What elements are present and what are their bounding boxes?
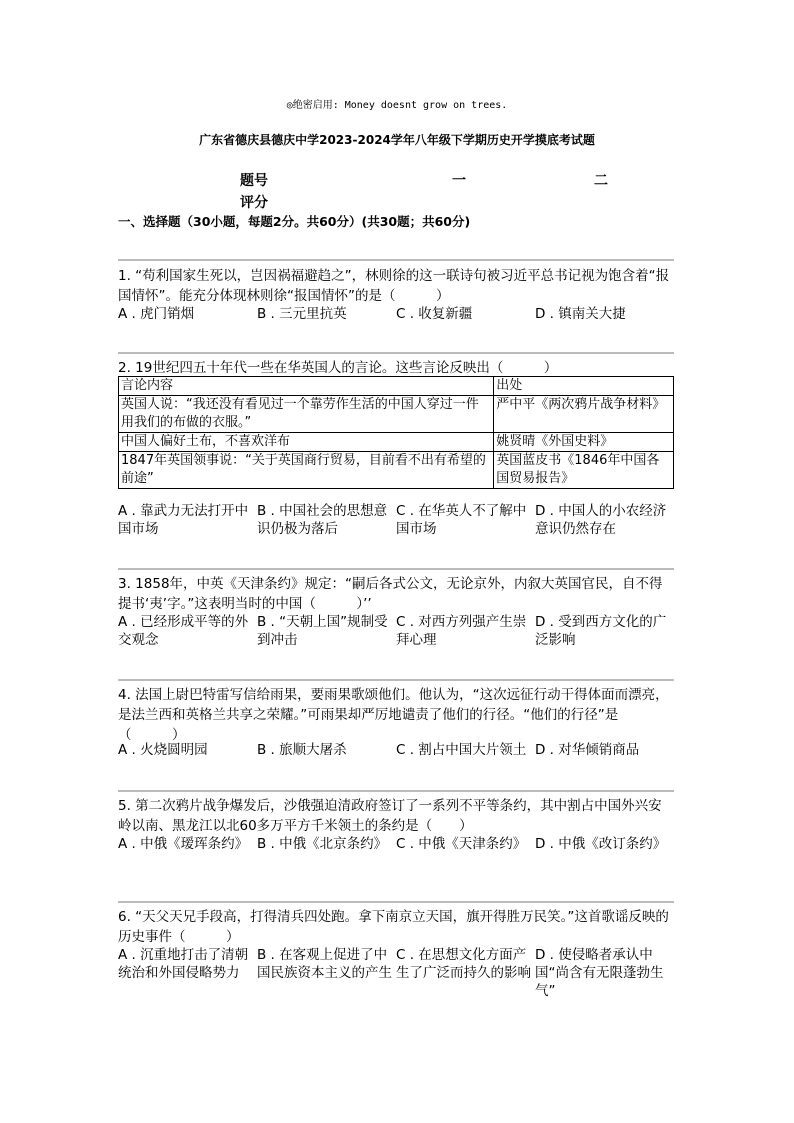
score-row-label-score: 评分 (240, 195, 268, 211)
question-5-options (118, 835, 674, 853)
option-b[interactable]: B . 旅顺大屠杀 (257, 742, 347, 758)
option-d[interactable]: D . 中俄《改订条约》 (535, 836, 667, 852)
table-cell: 1847年英国领事说：“关于英国商行贸易，目前看不出有希望的前途” (119, 452, 494, 489)
table-cell: 姚贤晴《外国史料》 (494, 433, 674, 452)
option-b[interactable]: B . “天朝上国”规制受到冲击 (257, 614, 388, 648)
divider (118, 568, 674, 570)
table-cell: 中国人偏好土布，不喜欢洋布 (119, 433, 494, 452)
option-d[interactable]: D . 镇南关大捷 (535, 306, 626, 322)
option-d[interactable]: D . 使侵略者承认中国“尚含有无限蓬勃生气” (535, 947, 664, 999)
option-c[interactable]: C . 收复新疆 (396, 306, 473, 322)
question-6-stem: 6. “天父天兄手段高，打得清兵四处跑。拿下南京立天国，旗开得胜万民笑。”这首歌谣反映的历史事件（ ） (118, 909, 669, 945)
question-5-stem: 5. 第二次鸦片战争爆发后，沙俄强迫清政府签订了一系列不平等条约，其中割占中国外兴安岭以南、黑龙江以北60多万平方千米领土的条约是（ ） (118, 798, 662, 834)
option-c[interactable]: C . 在华英人不了解中国市场 (396, 503, 527, 537)
option-b[interactable]: B . 三元里抗英 (257, 306, 347, 322)
option-d[interactable]: D . 对华倾销商品 (535, 742, 640, 758)
table-row (119, 377, 674, 396)
exam-title: 广东省德庆县德庆中学2023-2024学年八年级下学期历史开学摸底考试题 (199, 133, 595, 147)
table-cell: 严中平《两次鸦片战争材料》 (494, 396, 674, 433)
option-b[interactable]: B . 中国社会的思想意识仍极为落后 (257, 503, 388, 537)
divider (118, 679, 674, 681)
divider (118, 901, 674, 903)
question-3-options (118, 613, 674, 649)
option-a[interactable]: A . 中俄《瑷珲条约》 (118, 836, 249, 852)
table-row (119, 396, 674, 433)
table-cell: 英国人说：“我还没有看见过一个靠劳作生活的中国人穿过一件用我们的布做的衣服。” (119, 396, 494, 433)
score-col-2: 二 (594, 173, 608, 189)
option-c[interactable]: C . 对西方列强产生崇拜心理 (396, 614, 527, 648)
divider (118, 790, 674, 792)
option-c[interactable]: C . 中俄《天津条约》 (396, 836, 527, 852)
question-2-table (118, 376, 674, 489)
table-row (119, 452, 674, 489)
question-6-options (118, 946, 674, 1000)
question-4-stem: 4. 法国上尉巴特雷写信给雨果，要雨果歌颂他们。他认为，“这次远征行动干得体面而漂亮，是法兰西和英格兰共享之荣耀。”可雨果却严厉地谴责了他们的行径。“他们的行径”是（ ） (118, 687, 669, 743)
question-2-options (118, 502, 674, 538)
option-a[interactable]: A . 火烧圆明园 (118, 742, 208, 758)
question-4-options (118, 741, 674, 759)
question-3-stem: 3. 1858年，中英《天津条约》规定：“嗣后各式公文，无论京外，内叙大英国官民，自不得提书‘夷’字。”这表明当时的中国（ ）’’ (118, 576, 663, 612)
table-row (119, 433, 674, 452)
score-row-label-number: 题号 (240, 173, 268, 189)
question-1-options (118, 305, 674, 323)
section-heading: 一、选择题（30小题，每题2分。共60分）(共30题；共60分) (118, 214, 471, 229)
option-a[interactable]: A . 沉重地打击了清朝统治和外国侵略势力 (118, 947, 249, 981)
option-b[interactable]: B . 中俄《北京条约》 (257, 836, 388, 852)
table-cell: 英国蓝皮书《1846年中国各国贸易报告》 (494, 452, 674, 489)
question-1-stem: 1. “苟利国家生死以，岂因祸福避趋之”，林则徐的这一联诗句被习近平总书记视为饱含着“报国情怀”。能充分体现林则徐“报国情怀”的是（ ） (118, 268, 670, 304)
option-c[interactable]: C . 在思想文化方面产生了广泛而持久的影响 (396, 947, 531, 981)
option-b[interactable]: B . 在客观上促进了中国民族资本主义的产生 (257, 947, 392, 981)
option-a[interactable]: A . 虎门销烟 (118, 306, 195, 322)
option-d[interactable]: D . 受到西方文化的广泛影响 (535, 614, 667, 648)
option-c[interactable]: C . 割占中国大片领土 (396, 742, 527, 758)
option-a[interactable]: A . 靠武力无法打开中国市场 (118, 503, 249, 537)
question-2-stem: 2. 19世纪四五十年代一些在华英国人的言论。这些言论反映出（ ） (118, 360, 558, 376)
score-col-1: 一 (452, 173, 466, 189)
divider (118, 352, 674, 354)
table-header: 言论内容 (119, 377, 494, 396)
watermark: ◎绝密启用: Money doesnt grow on trees. (286, 100, 508, 111)
divider (118, 259, 674, 261)
option-a[interactable]: A . 已经形成平等的外交观念 (118, 614, 249, 648)
table-header: 出处 (494, 377, 674, 396)
option-d[interactable]: D . 中国人的小农经济意识仍然存在 (535, 503, 667, 537)
